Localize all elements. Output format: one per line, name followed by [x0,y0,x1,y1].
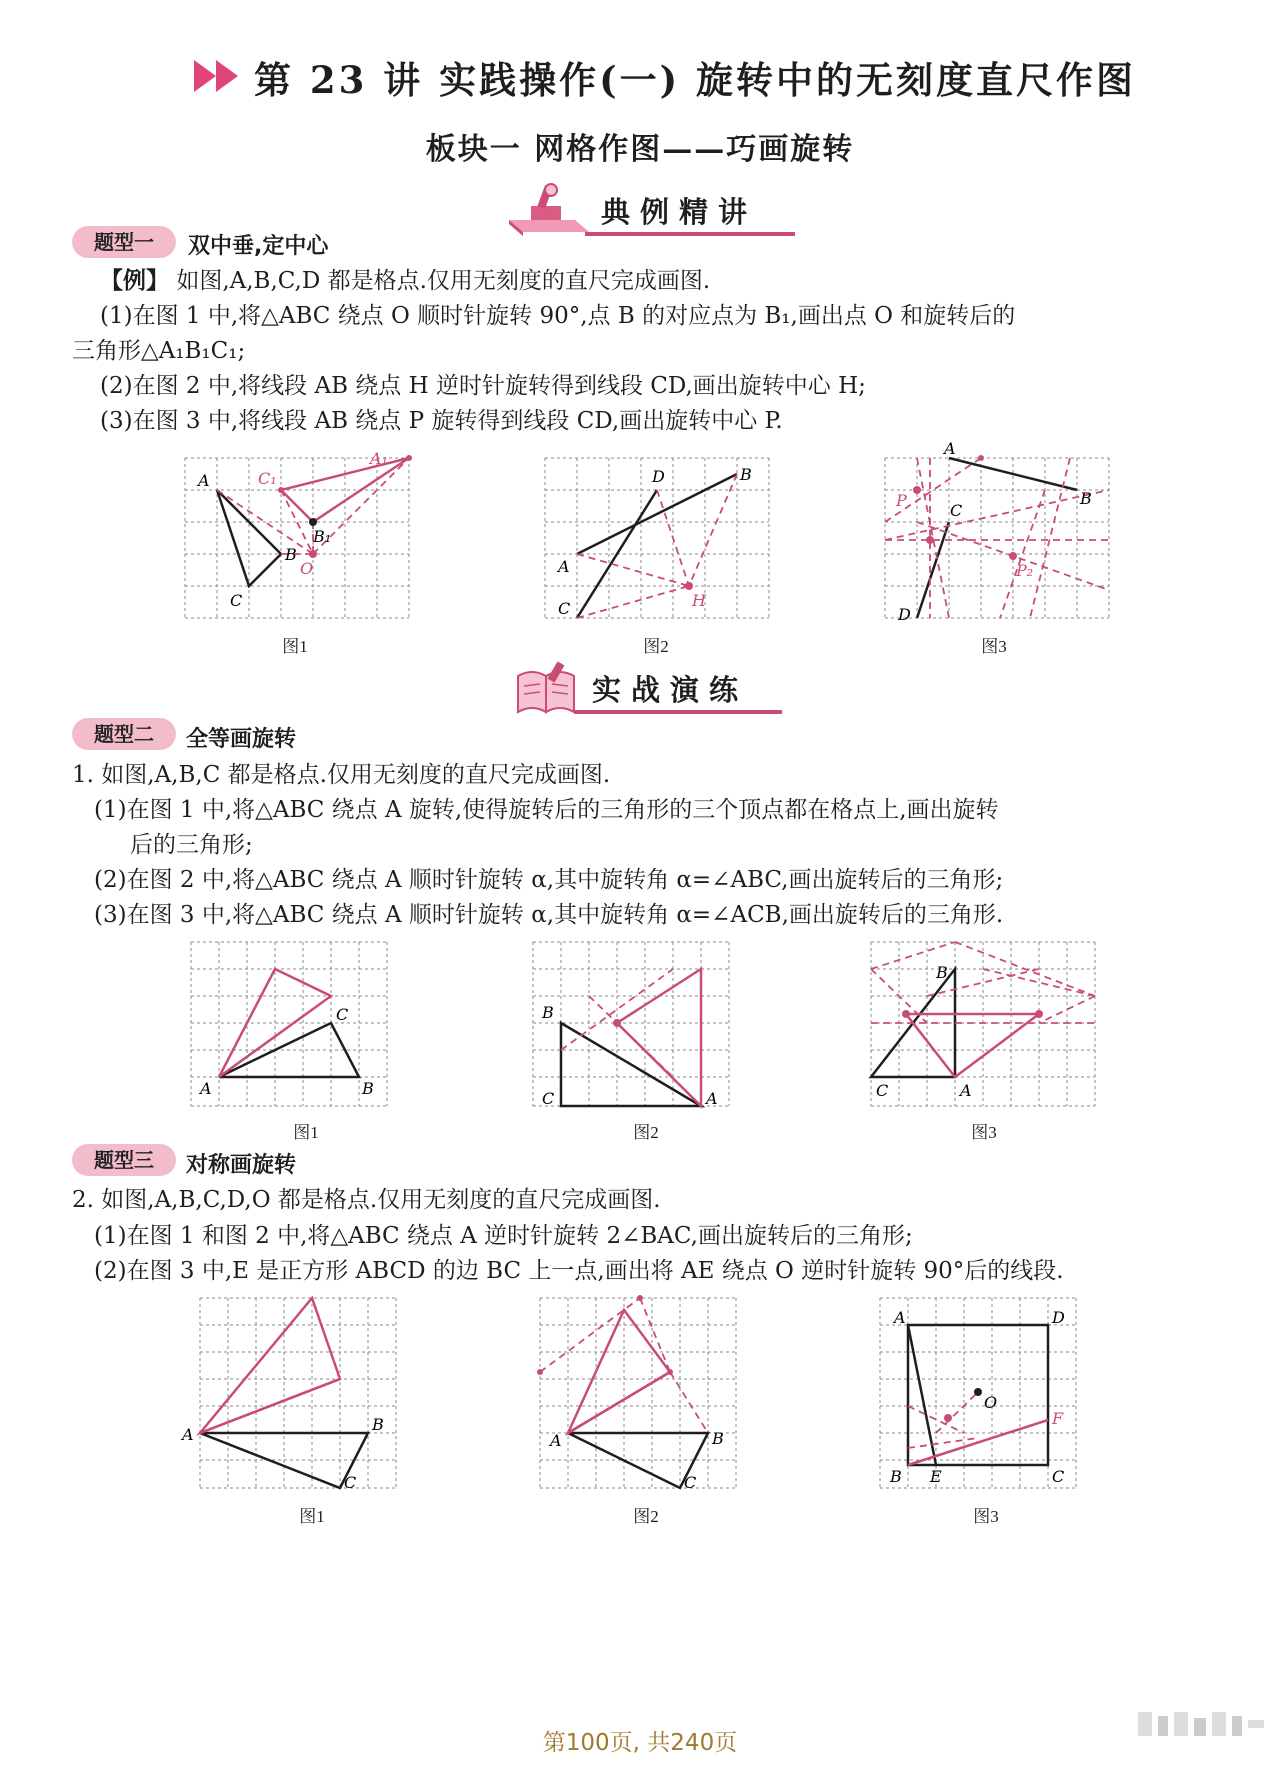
type2-figure-3 [866,934,1116,1114]
page-indicator: 第100页, 共240页 [542,1730,738,1756]
label-h: H [692,591,706,610]
label-c: C [336,1005,349,1024]
type3-caption-1: 图1 [299,1507,325,1526]
practice-banner-text: 实战演练 [592,673,749,707]
example-text-0: 如图,A,B,C,D 都是格点.仅用无刻度的直尺完成画图. [176,268,711,294]
problem1-line-4: (3)在图 3 中,将△ABC 绕点 A 顺时针旋转 α,其中旋转角 α=∠ACB,画出旋转后的三角形. [94,902,1004,928]
practice-banner [512,660,782,720]
type1-figure-1 [180,448,430,628]
problem1-line-1: (1)在图 1 中,将△ABC 绕点 A 旋转,使得旋转后的三角形的三个顶点都在格点上,画出旋转 [94,797,999,823]
lecture-title [192,44,1137,104]
type2-caption-2: 图2 [633,1123,659,1142]
label-b: B [362,1079,374,1098]
label-b: B [1080,489,1092,508]
label-b: B [372,1415,384,1434]
label-a: A [550,1431,562,1450]
label-p: P [896,491,907,510]
type3-tag: 题型三 [72,1144,176,1176]
label-a: A [944,440,956,458]
type1-caption-2: 图2 [643,637,669,656]
type2-figure-1 [186,934,426,1114]
label-a: A [558,557,570,576]
label-e: E [930,1467,942,1486]
example-line-1: (1)在图 1 中,将△ABC 绕点 O 顺时针旋转 90°,点 B 的对应点为 B₁,画出点 O 和旋转后的 [100,303,1016,329]
type3-figure-1 [180,1288,430,1498]
label-a: A [182,1425,194,1444]
type3-name: 对称画旋转 [186,1153,297,1178]
label-c: C [876,1081,889,1100]
label-a: A [894,1308,906,1327]
label-b: B [740,465,752,484]
label-a: A [198,471,210,490]
label-d: D [1052,1308,1065,1327]
label-b: B [890,1467,902,1486]
example-line-3: (2)在图 2 中,将线段 AB 绕点 H 逆时针旋转得到线段 CD,画出旋转中心 H; [100,373,866,399]
label-c: C [542,1089,555,1108]
label-c1: C₁ [258,469,277,488]
type2-tag: 题型二 [72,718,176,750]
label-b: B [712,1429,724,1448]
type3-caption-2: 图2 [633,1507,659,1526]
type3-figure-3 [860,1288,1110,1498]
type2-name: 全等画旋转 [186,727,297,752]
type1-caption-3: 图3 [981,637,1007,656]
type2-caption-3: 图3 [971,1123,997,1142]
problem1-line-3: (2)在图 2 中,将△ABC 绕点 A 顺时针旋转 α,其中旋转角 α=∠ABC,画出旋转后的三角形; [94,867,1004,893]
label-b: B [542,1003,554,1022]
problem2-line-0: 2. 如图,A,B,C,D,O 都是格点.仅用无刻度的直尺完成画图. [72,1187,661,1213]
type1-caption-1: 图1 [282,637,308,656]
label-a: A [960,1081,972,1100]
label-o: O [300,559,314,578]
example-line-4: (3)在图 3 中,将线段 AB 绕点 P 旋转得到线段 CD,画出旋转中心 P. [100,408,783,434]
practice-banner-underline [574,710,782,714]
type1-tag: 题型一 [72,226,176,258]
rotated-triangle [568,1310,670,1433]
label-a: A [200,1079,212,1098]
problem2-line-2: (2)在图 3 中,E 是正方形 ABCD 的边 BC 上一点,画出将 AE 绕点 O 逆时针旋转 90°后的线段. [94,1258,1064,1284]
segment-cd [917,522,949,618]
label-b: B [285,545,297,564]
segment-ab [949,458,1077,490]
label-p2: P₂ [1016,561,1034,580]
label-b: B [936,963,948,982]
examples-banner [505,180,795,240]
type1-figure-3 [880,440,1120,630]
label-a: A [706,1089,718,1108]
lecture-title-text: 第 23 讲 实践操作(一) 旋转中的无刻度直尺作图 [254,58,1137,102]
label-c: C [344,1473,357,1492]
type2-caption-1: 图1 [293,1123,319,1142]
type3-caption-3: 图3 [973,1507,999,1526]
type1-name: 双中垂,定中心 [188,234,329,259]
label-c: C [950,501,963,520]
label-d: D [898,605,911,624]
type1-figure-2 [540,448,780,628]
label-a1: A₁ [370,449,388,468]
double-arrow-icon [192,56,252,96]
problem2-line-1: (1)在图 1 和图 2 中,将△ABC 绕点 A 逆时针旋转 2∠BAC,画出旋转后的三角形; [94,1223,913,1249]
rotated-triangle [617,969,701,1106]
grid [185,458,409,618]
label-c: C [684,1473,697,1492]
label-c: C [230,591,243,610]
problem1-line-0: 1. 如图,A,B,C 都是格点.仅用无刻度的直尺完成画图. [72,762,611,788]
label-f: F [1052,1409,1064,1428]
microscope-icon [505,180,595,238]
label-c: C [1052,1467,1065,1486]
label-c: C [558,599,571,618]
examples-banner-text: 典例精讲 [601,195,758,229]
example-line-0 [100,263,710,299]
label-o: O [984,1393,998,1412]
watermark-logo [1138,1708,1268,1742]
open-book-icon [512,660,582,720]
label-b1: B₁ [313,527,332,546]
type2-figure-2 [528,934,768,1114]
problem1-line-2: 后的三角形; [130,832,253,858]
section-title: 板块一 网格作图——巧画旋转 [425,132,855,167]
example-label: 【例】 [100,268,169,294]
rotated-triangle [200,1298,340,1433]
label-d: D [652,467,665,486]
segment-ab [577,474,737,554]
type3-figure-2 [520,1288,770,1498]
example-line-2: 三角形△A₁B₁C₁; [72,338,246,364]
examples-banner-underline [585,232,795,236]
